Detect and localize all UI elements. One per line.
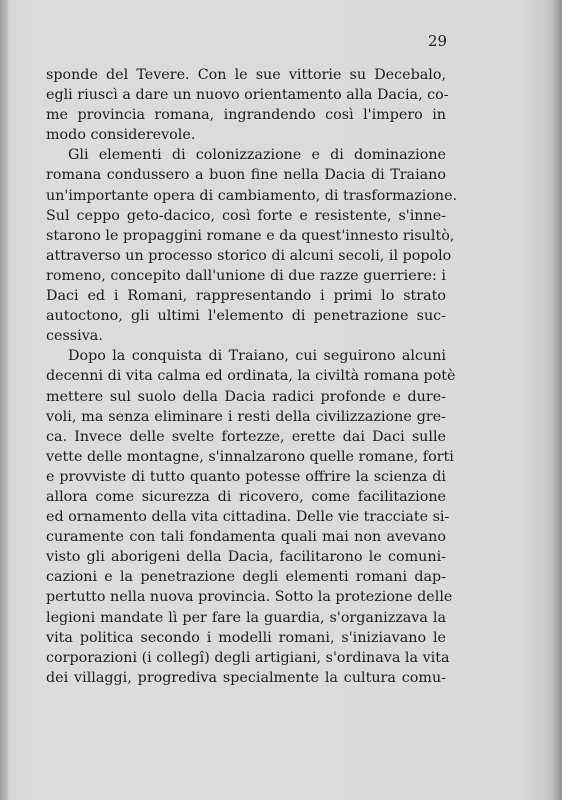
text-line: Dopo la conquista di Traiano, cui seguirono alcuni (68, 348, 446, 365)
text-line: voli, ma senza eliminare i resti della civilizzazione gre- (46, 408, 446, 425)
text-line: allora come sicurezza di ricovero, come facilitazione (46, 488, 446, 505)
paragraph (46, 346, 456, 688)
text-line: modo considerevole. (46, 127, 196, 144)
text-line: decenni di vita calma ed ordinata, la civiltà romana potè (46, 368, 456, 385)
text-line: vette delle montagne, s'innalzarono quelle romane, forti (46, 448, 454, 465)
page-right-edge-shadow (550, 0, 562, 800)
body-text (46, 65, 458, 688)
text-line: dei villaggi, progrediva specialmente la cultura comu- (46, 669, 446, 686)
text-line: vita politica secondo i modelli romani, s'iniziavano le (46, 629, 446, 646)
text-line: e provviste di tutto quanto potesse offrire la scienza di (46, 468, 446, 485)
text-line: Gli elementi di colonizzazione e di dominazione (68, 147, 446, 164)
text-line: mettere sul suolo della Dacia radici profonde e dure- (46, 388, 446, 405)
text-line: starono le propaggini romane e da quest'innesto risultò, (46, 227, 455, 244)
text-line: egli riuscì a dare un nuovo orientamento alla Dacia, co- (46, 87, 449, 104)
text-line: curamente con tali fondamenta quali mai non avevano (46, 529, 446, 546)
page-number: 29 (428, 32, 448, 50)
text-line: legioni mandate lì per fare la guardia, s'organizzava la (46, 609, 446, 626)
text-line: cazioni e la penetrazione degli elementi romani dap- (46, 569, 446, 586)
text-line: Daci ed i Romani, rappresentando i primi lo strato (46, 288, 446, 305)
text-line: cessiva. (46, 328, 103, 345)
text-line: Sul ceppo geto-dacico, così forte e resistente, s'inne- (46, 207, 446, 224)
text-line: romeno, concepito dall'unione di due razze guerriere: i (46, 267, 446, 284)
text-line: ed ornamento della vita cittadina. Delle vie tracciate si- (46, 509, 450, 526)
paragraph (46, 145, 458, 346)
text-line: corporazioni (i collegî) degli artigiani, s'ordinava la vita (46, 649, 450, 666)
text-line: attraverso un processo storico di alcuni secoli, il popolo (46, 247, 452, 264)
text-line: autoctono, gli ultimi l'elemento di penetrazione suc- (46, 308, 446, 325)
text-line: pertutto nella nuova provincia. Sotto la protezione delle (46, 589, 453, 606)
text-line: ca. Invece delle svelte fortezze, erette dai Daci sulle (46, 428, 446, 445)
text-line: me provincia romana, ingrandendo così l'impero in (46, 107, 446, 124)
text-line: sponde del Tevere. Con le sue vittorie su Decebalo, (46, 67, 446, 83)
text-line: un'importante opera di cambiamento, di trasformazione. (46, 187, 458, 204)
text-line: visto gli aborigeni della Dacia, facilitarono le comuni- (46, 549, 446, 566)
text-line: romana condussero a buon fine nella Dacia di Traiano (46, 167, 446, 184)
paragraph (46, 65, 449, 145)
page-left-edge-shadow (0, 0, 8, 800)
